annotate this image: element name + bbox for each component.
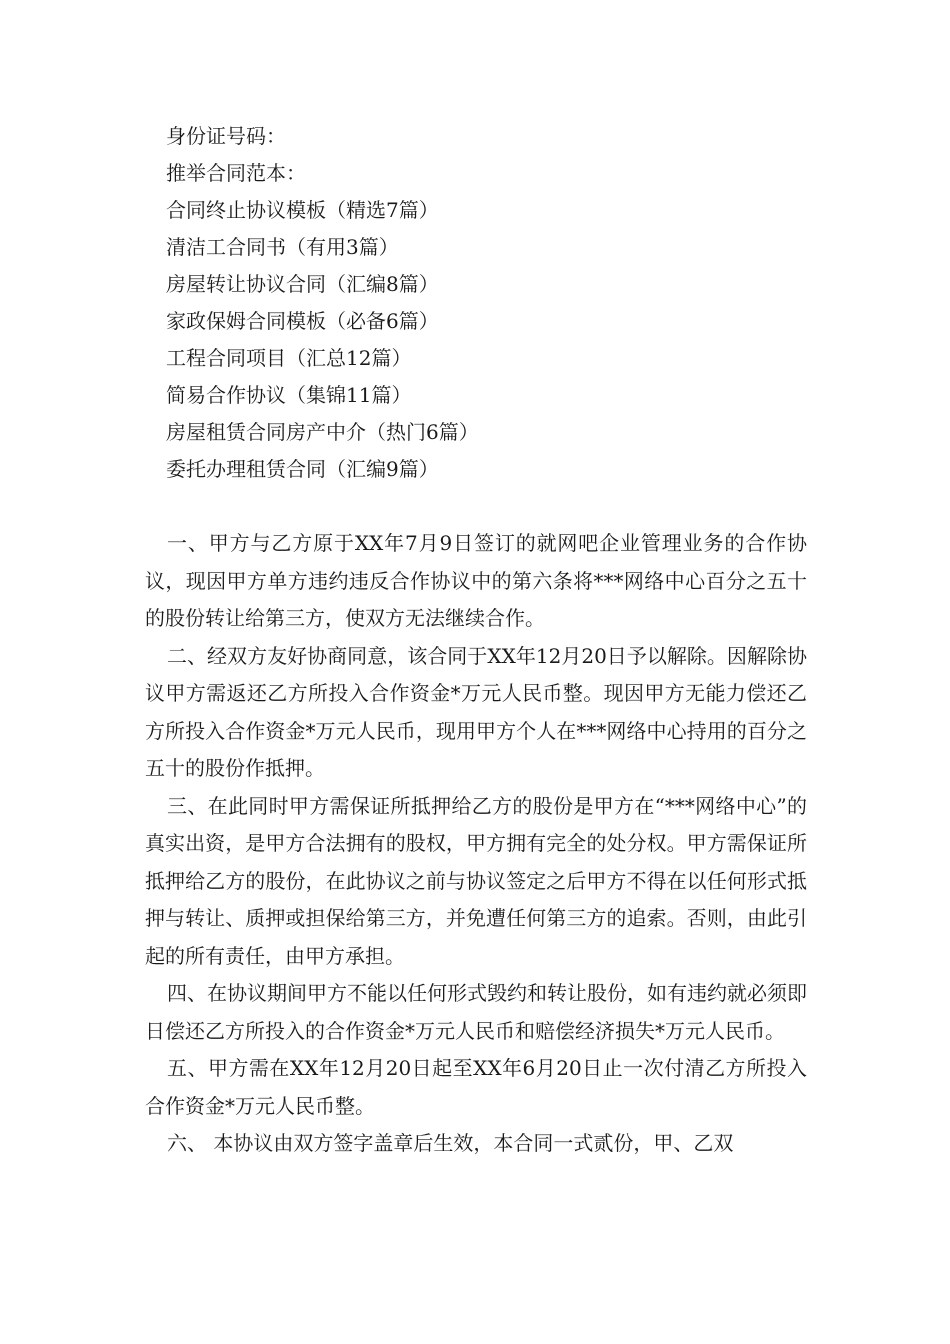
clause-1: 一、甲方与乙方原于XX年7月9日签订的就网吧企业管理业务的合作协议，现因甲方单方违约违反合作协议中的第六条将***网络中心百分之五十的股份转让给第三方，使双方无法继续合作。	[145, 531, 807, 630]
template-link[interactable]: 委托办理租赁合同（汇编9篇）	[166, 457, 439, 481]
template-link[interactable]: 家政保姆合同模板（必备6篇）	[166, 309, 439, 333]
template-link[interactable]: 清洁工合同书（有用3篇）	[166, 235, 399, 259]
clause-6: 六、 本协议由双方签字盖章后生效，本合同一式贰份，甲、乙双	[167, 1131, 734, 1155]
template-link[interactable]: 工程合同项目（汇总12篇）	[166, 346, 412, 370]
template-link[interactable]: 房屋转让协议合同（汇编8篇）	[166, 272, 439, 296]
recommended-templates-label: 推举合同范本：	[166, 161, 306, 185]
clause-3: 三、在此同时甲方需保证所抵押给乙方的股份是甲方在“***网络中心”的真实出资，是甲方合法拥有的股权，甲方拥有完全的处分权。甲方需保证所抵押给乙方的股份，在此协议之前与协议签定之后甲方不得在以任何形式抵押与转让、质押或担保给第三方，并免遭任何第三方的追索。否则，由此引起的所有责任，由甲方承担。	[145, 793, 807, 968]
id-number-label: 身份证号码：	[166, 124, 286, 148]
template-link[interactable]: 合同终止协议模板（精选7篇）	[166, 198, 439, 222]
clause-5: 五、甲方需在XX年12月20日起至XX年6月20日止一次付清乙方所投入合作资金*万元人民币整。	[145, 1056, 807, 1118]
agreement-body	[145, 525, 807, 1163]
clause-4: 四、在协议期间甲方不能以任何形式毁约和转让股份，如有违约就必须即日偿还乙方所投入的合作资金*万元人民币和赔偿经济损失*万元人民币。	[145, 981, 807, 1043]
template-link[interactable]: 简易合作协议（集锦11篇）	[166, 383, 412, 407]
clause-2: 二、经双方友好协商同意，该合同于XX年12月20日予以解除。因解除协议甲方需返还乙方所投入合作资金*万元人民币整。现因甲方无能力偿还乙方所投入合作资金*万元人民币，现用甲方个人在***网络中心持用的百分之五十的股份作抵押。	[145, 643, 807, 780]
template-link[interactable]: 房屋租赁合同房产中介（热门6篇）	[166, 420, 479, 444]
header-list	[166, 118, 806, 488]
